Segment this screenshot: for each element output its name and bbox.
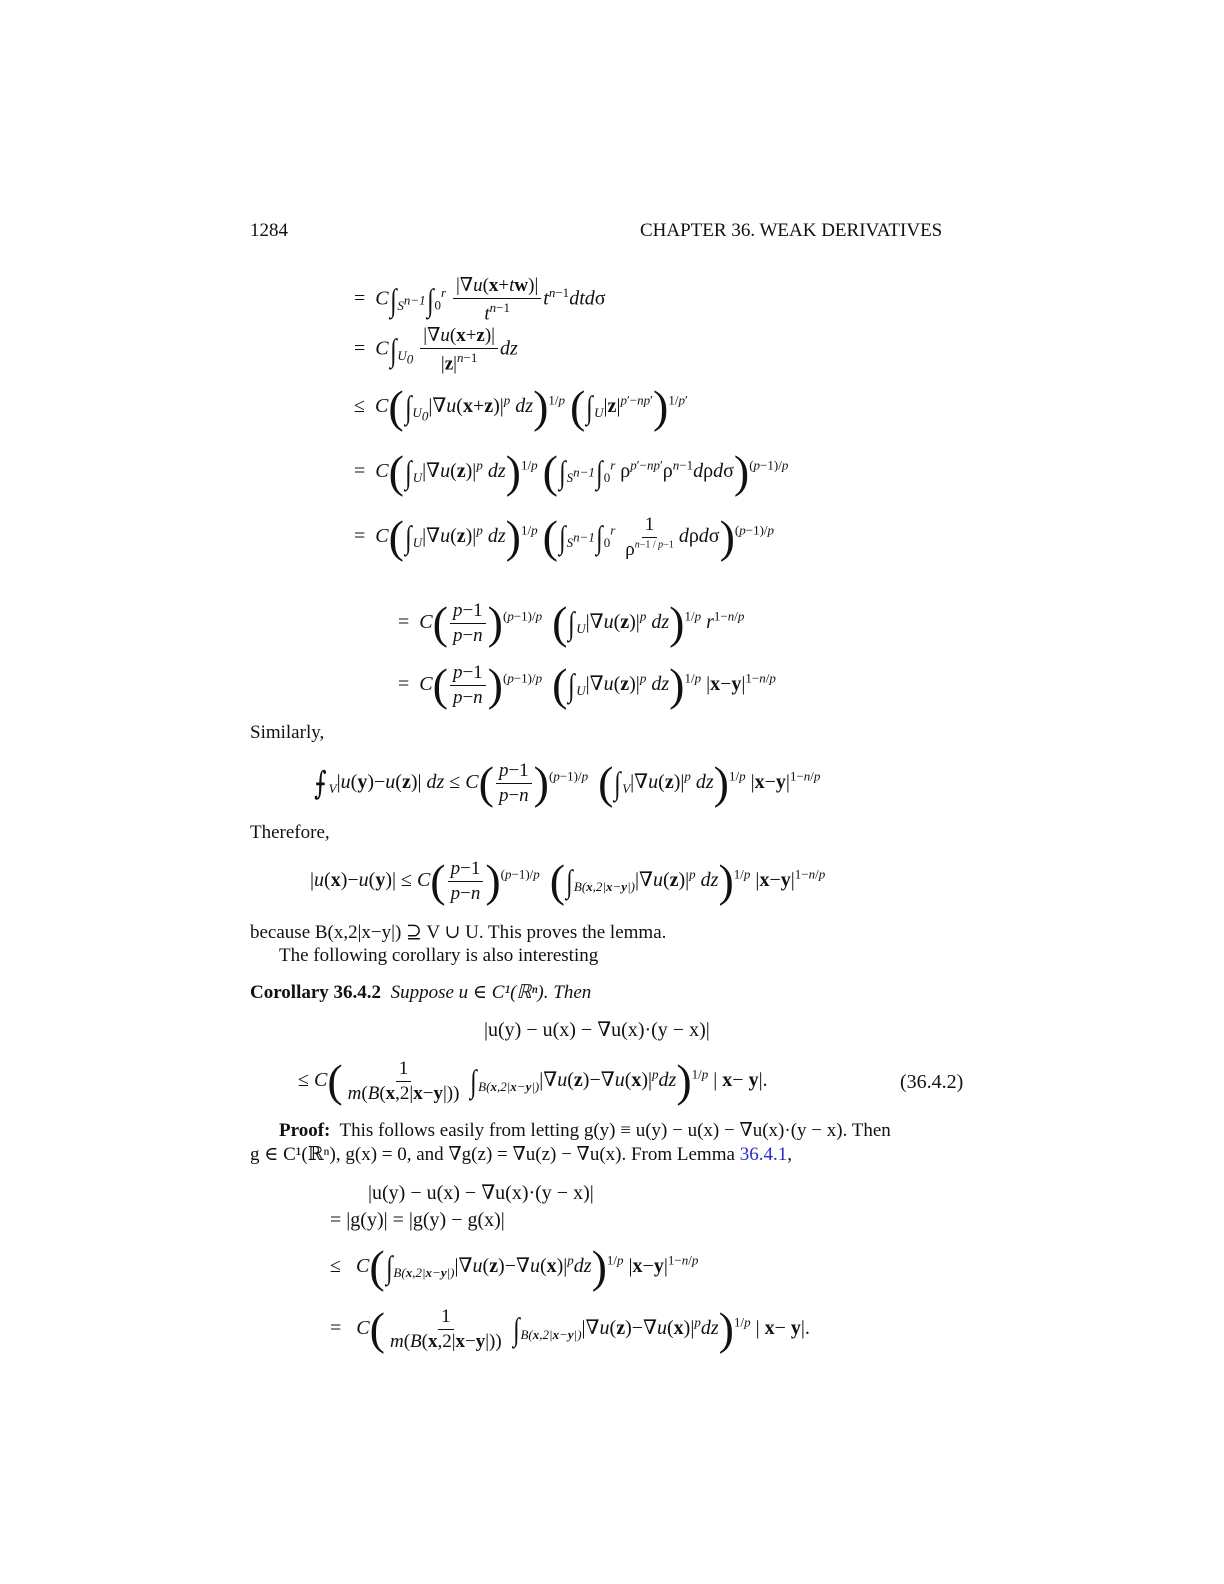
therefore-equation: |u(x)−u(y)| ≤ C( $\frac{p-1}{p-n}$ )$^{(p-1)/p}$ ($\int_{B(x,2|x-y|)}|\nabla u(z)|^p$ dz)$^{1/p}$ $|x-y|^{1-n/p}$: [310, 855, 826, 906]
equation-line-1: = $C\int_{S^{n-1}}\int_0^r$ $\frac{|\nabla u(x+tw)|}{t^{n-1}}$ $t^{n-1}dtd\sigma$: [354, 275, 606, 325]
because-text: because B(x,2|x−y|) ⊇ V ∪ U. This proves the lemma.: [250, 922, 667, 943]
proof-line-2: [250, 1143, 792, 1166]
following-text: The following corollary is also interesting: [279, 945, 599, 966]
proof-equation-2: = |g(y)| = |g(y) − g(x)|: [330, 1209, 505, 1231]
proof-line-2-text: g ∈ C¹(ℝⁿ), g(x) = 0, and ∇g(z) = ∇u(z) − ∇u(x). From Lemma: [250, 1144, 735, 1165]
proof-line-1: [279, 1119, 891, 1142]
equation-line-4: = $C(\int_U|\nabla u(z)|^p$ dz)$^{1/p}$ ($\int_{S^{n-1}}\int_0^r$ $\rho^{p'-np'}\rho^{n-1}d\rho d\sigma)^{(p-1)/p}$: [354, 446, 789, 497]
corollary-heading: [250, 981, 591, 1004]
proof-equation-4: = C( $\frac{1}{m(B(x,2|x-y|))}$ $\int_{B(x,2|x-y|)}|\nabla u(z)-\nabla u(x)|^pdz)^{1/p}$ | x− y|.: [330, 1303, 810, 1354]
lemma-link[interactable]: 36.4.1: [739, 1144, 788, 1165]
proof-label: Proof:: [279, 1120, 331, 1141]
proof-line-2-end: ,: [787, 1144, 792, 1165]
equation-line-2: = $C\int_{U_0}$ $\frac{|\nabla u(x+z)|}{|z|^{n-1}}$ dz: [354, 325, 518, 375]
corollary-line-2: ≤ C( $\frac{1}{m(B(x,2|x-y|))}$ $\int_{B(x,2|x-y|)}|\nabla u(z)-\nabla u(x)|^pdz)^{1/p}$ | x− y|.: [298, 1055, 768, 1106]
corollary-line-1: |u(y) − u(x) − ∇u(x)·(y − x)|: [484, 1019, 710, 1041]
page-number: 1284: [250, 220, 288, 241]
equation-line-3: ≤ $C(\int_{U_0}|\nabla u(x+z)|^p$ dz)$^{1/p}$ $(\int_U|z|^{p'-np'})^{1/p'}$: [354, 381, 688, 432]
chapter-title: CHAPTER 36. WEAK DERIVATIVES: [640, 220, 943, 241]
proof-line-1-text: This follows easily from letting g(y) ≡ u(y) − u(x) − ∇u(x)·(y − x). Then: [339, 1120, 891, 1141]
corollary-label: Corollary 36.4.2: [250, 982, 382, 1003]
proof-equation-3: ≤ $C(\int_{B(x,2|x-y|)}|\nabla u(z)-\nabla u(x)|^pdz)^{1/p}$ $|x-y|^{1-n/p}$: [330, 1241, 699, 1292]
proof-equation-1: |u(y) − u(x) − ∇u(x)·(y − x)|: [368, 1182, 594, 1204]
corollary-statement: Suppose u ∈ C¹(ℝⁿ). Then: [390, 982, 592, 1003]
similarly-equation: ⨍ $_V$|u(y)−u(z)| dz ≤ C( $\frac{p-1}{p-n}$ )$^{(p-1)/p}$ ($\int_V|\nabla u(z)|^p$ dz)$^{1/p}$ $|x-y|^{1-n/p}$: [314, 757, 821, 808]
equation-line-7: = C( $\frac{p-1}{p-n}$ )$^{(p-1)/p}$ ($\int_U|\nabla u(z)|^p$ dz)$^{1/p}$ $|x-y|^{1-n/p}$: [398, 659, 776, 710]
equation-line-6: = C( $\frac{p-1}{p-n}$ )$^{(p-1)/p}$ ($\int_U|\nabla u(z)|^p$ dz)$^{1/p}$ $r^{1-n/p}$: [398, 597, 745, 648]
equation-number: (36.4.2): [900, 1071, 964, 1093]
similarly-text: Similarly,: [250, 722, 325, 743]
equation-line-5: = $C(\int_U|\nabla u(z)|^p$ dz)$^{1/p}$ ($\int_{S^{n-1}}\int_0^r$ $\frac{1}{\rho^{n-1 / p-1}}$ dρdσ)$^{(p-1)/p}$: [354, 511, 775, 562]
therefore-text: Therefore,: [250, 822, 330, 843]
